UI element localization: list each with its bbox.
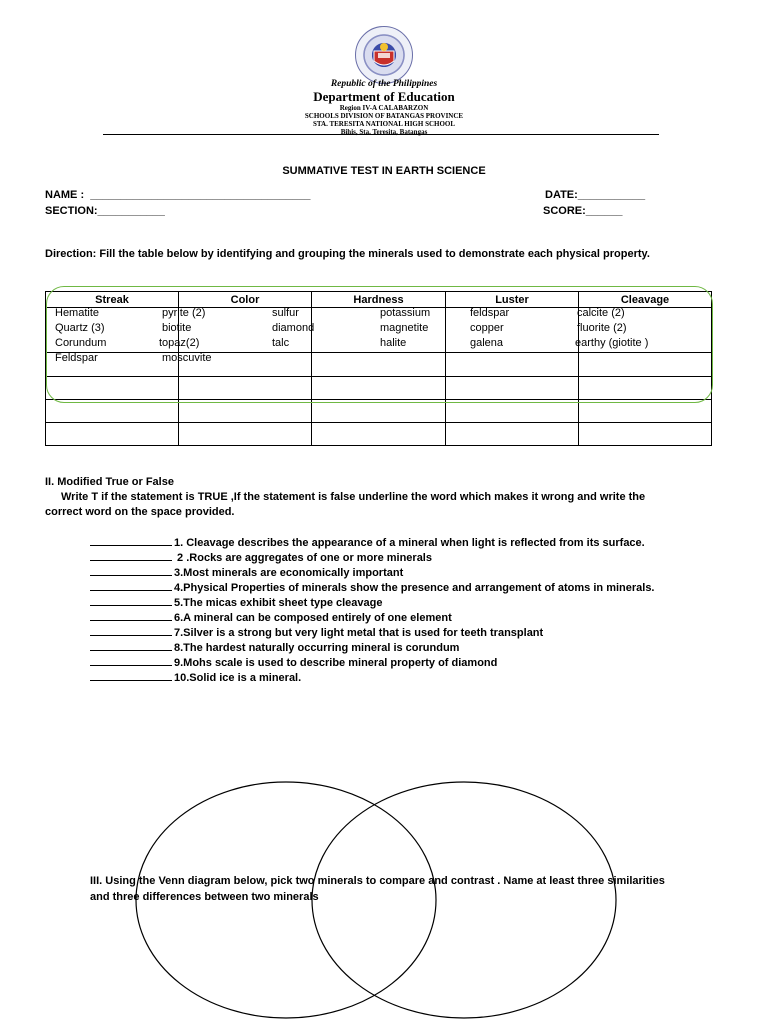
word-bank-item: halite — [380, 337, 407, 349]
section-field[interactable]: SECTION:___________ — [45, 205, 165, 217]
deped-seal-icon — [355, 26, 413, 84]
word-bank-item: feldspar — [470, 307, 510, 319]
header-streak: Streak — [46, 292, 179, 308]
list-item: 1. Cleavage describes the appearance of a mineral when light is reflected from its surface. — [90, 536, 655, 551]
section3-line1: III. Using the Venn diagram below, pick two minerals to compare and contrast . Name at least three similarities — [90, 875, 665, 887]
test-title: SUMMATIVE TEST IN EARTH SCIENCE — [282, 165, 486, 177]
header-hardness: Hardness — [312, 292, 446, 308]
word-bank-item: sulfur — [272, 307, 299, 319]
list-item: 8.The hardest naturally occurring mineral is corundum — [90, 641, 655, 656]
score-field[interactable]: SCORE:______ — [543, 205, 623, 217]
answer-blank[interactable] — [90, 596, 172, 606]
direction-text: Direction: Fill the table below by identifying and grouping the minerals used to demonstrate each physical property. — [45, 248, 650, 260]
header-address: Bihis, Sta. Teresita, Batangas — [340, 128, 428, 136]
true-false-list — [90, 536, 655, 686]
answer-blank[interactable] — [90, 566, 172, 576]
header-color: Color — [179, 292, 312, 308]
header-republic: Republic of the Philippines — [330, 79, 438, 89]
word-bank-item: Corundum — [55, 337, 107, 349]
word-bank-item: pyrite (2) — [162, 307, 206, 319]
list-item: 7.Silver is a strong but very light metal that is used for teeth transplant — [90, 626, 655, 641]
word-bank-item: talc — [272, 337, 290, 349]
answer-blank[interactable] — [90, 581, 172, 591]
table-row — [46, 422, 712, 445]
list-item: 5.The micas exhibit sheet type cleavage — [90, 596, 655, 611]
answer-blank[interactable] — [90, 536, 172, 546]
answer-blank[interactable] — [90, 641, 172, 651]
word-bank-item: galena — [470, 337, 504, 349]
list-item: 6.A mineral can be composed entirely of one element — [90, 611, 655, 626]
word-bank-item: diamond — [272, 322, 315, 334]
list-item: 4.Physical Properties of minerals show the presence and arrangement of atoms in minerals. — [90, 581, 655, 596]
word-bank-item: Feldspar — [55, 352, 98, 364]
word-bank-item: topaz(2) — [159, 337, 200, 349]
section2-instruction-line1: Write T if the statement is TRUE ,If the statement is false underline the word which makes it wrong and write the — [61, 491, 646, 503]
date-field[interactable]: DATE:___________ — [545, 189, 646, 201]
word-bank-item: Hematite — [55, 307, 100, 319]
list-item: 9.Mohs scale is used to describe mineral property of diamond — [90, 656, 655, 671]
word-bank-item: biotite — [162, 322, 192, 334]
answer-blank[interactable] — [90, 611, 172, 621]
header-school: STA. TERESITA NATIONAL HIGH SCHOOL — [312, 120, 456, 128]
word-bank-item: Quartz (3) — [55, 322, 105, 334]
word-bank-item: magnetite — [380, 322, 429, 334]
name-field[interactable]: NAME : ____________________________________ — [45, 189, 311, 201]
answer-blank[interactable] — [90, 656, 172, 666]
word-bank-item: potassium — [380, 307, 431, 319]
header-luster: Luster — [446, 292, 579, 308]
header-region: Region IV-A CALABARZON — [339, 104, 429, 112]
header-divider — [103, 134, 659, 135]
answer-blank[interactable] — [90, 626, 172, 636]
list-item: 10.Solid ice is a mineral. — [90, 671, 655, 686]
header-department: Department of Education — [313, 89, 455, 104]
header-division: SCHOOLS DIVISION OF BATANGAS PROVINCE — [304, 112, 464, 120]
list-item: 2 .Rocks are aggregates of one or more minerals — [90, 551, 655, 566]
section2-heading: II. Modified True or False — [45, 476, 174, 488]
list-item: 3.Most minerals are economically important — [90, 566, 655, 581]
header-cleavage: Cleavage — [579, 292, 712, 308]
word-bank-item: calcite (2) — [577, 307, 625, 319]
answer-blank[interactable] — [90, 671, 172, 681]
word-bank-item: moscuvite — [162, 352, 212, 364]
word-bank-item: fluorite (2) — [577, 322, 627, 334]
section2-instruction-line2: correct word on the space provided. — [45, 506, 235, 518]
section3-line2: and three differences between two minerals — [90, 891, 319, 903]
header-address-block — [0, 104, 768, 136]
word-bank-item: copper — [470, 322, 504, 334]
answer-blank[interactable] — [90, 551, 172, 561]
section3-instruction — [90, 873, 720, 905]
word-bank-item: earthy (giotite ) — [575, 337, 649, 349]
